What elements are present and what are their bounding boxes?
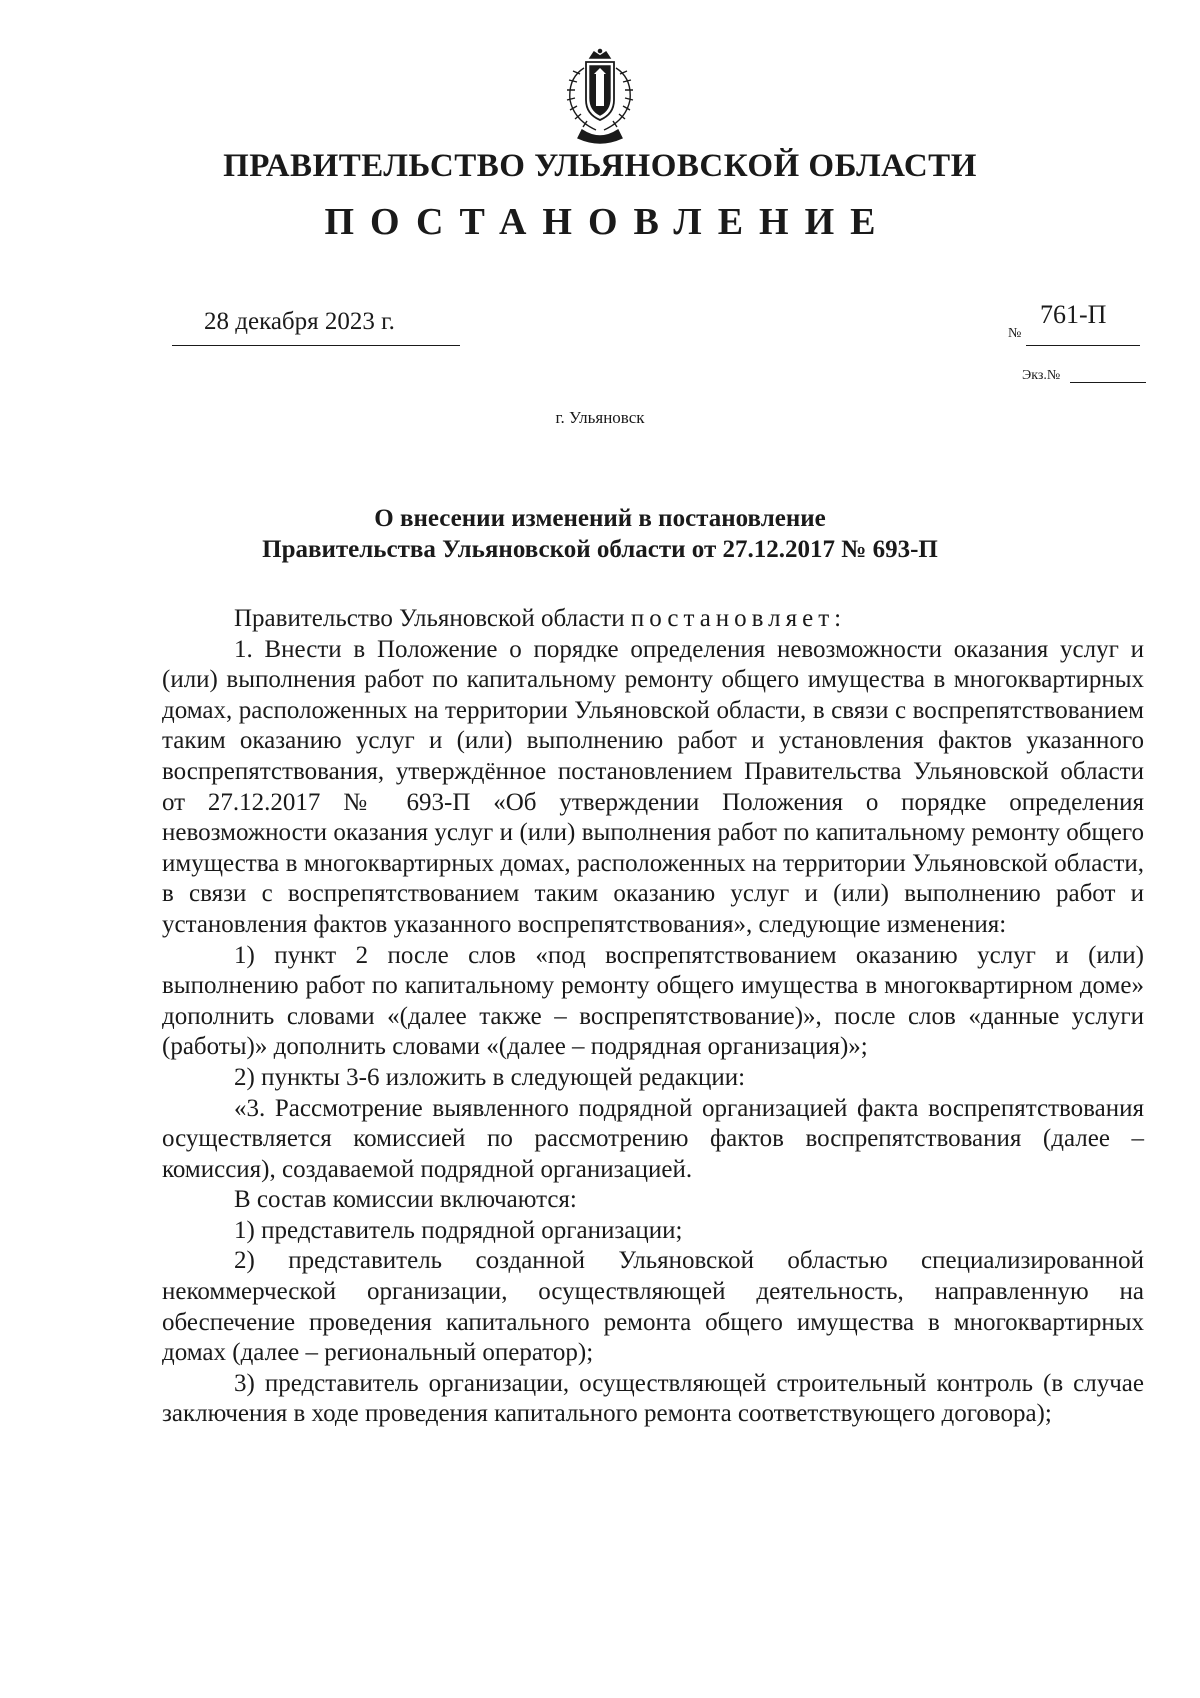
- paragraph-6: 1) представитель подрядной организации;: [234, 1216, 683, 1244]
- document-body: [162, 604, 1144, 1430]
- paragraph-2: 1) пункт 2 после слов «под воспрепятствованием оказанию услуг и (или) выполнению работ по капитальному ремонту общего имущества в многоквартирном доме» дополнить словами «(далее также – воспрепятствование)», после слов «данные услуги (работы)» дополнить словами «(далее – подрядная организация)»;: [162, 941, 1144, 1061]
- copy-number-label: Экз.№: [1022, 368, 1061, 383]
- number-underline: [1026, 345, 1140, 346]
- decree-date: 28 декабря 2023 г.: [204, 308, 395, 335]
- paragraph-3: 2) пункты 3-6 изложить в следующей редакции:: [234, 1063, 746, 1091]
- government-name: ПРАВИТЕЛЬСТВО УЛЬЯНОВСКОЙ ОБЛАСТИ: [223, 148, 977, 184]
- document-title: [0, 503, 1200, 565]
- intro-verb: постановляет:: [630, 605, 847, 632]
- copy-number-line: [1070, 382, 1146, 383]
- paragraph-1: 1. Внести в Положение о порядке определения невозможности оказания услуг и (или) выполнения работ по капитальному ремонту общего имущества в многоквартирных домах, расположенных на территории Ульяновской области, в связи с воспрепятствованием таким оказанию услуг и (или) выполнению работ и установления фактов указанного воспрепятствования, утверждённое постановлением Правительства Ульяновской области от 27.12.2017 № 693-П «Об утверждении Положения о порядке определения невозможности оказания услуг и (или) выполнения работ по капитальному ремонту общего имущества в многоквартирных домах, расположенных на территории Ульяновской области, в связи с воспрепятствованием таким оказанию услуг и (или) выполнению работ и установления фактов указанного воспрепятствования», следующие изменения:: [162, 635, 1144, 938]
- city: г. Ульяновск: [555, 408, 645, 427]
- paragraph-7: 2) представитель созданной Ульяновской областью специализированной некоммерческой организации, осуществляющей деятельность, направленную на обеспечение проведения капитального ремонта общего имущества в многоквартирных домах (далее – региональный оператор);: [162, 1247, 1144, 1367]
- intro-paragraph: [162, 604, 1144, 635]
- paragraph-4: «3. Рассмотрение выявленного подрядной организацией факта воспрепятствования осуществляется комиссией по рассмотрению фактов воспрепятствования (далее – комиссия), создаваемой подрядной организацией.: [162, 1094, 1144, 1183]
- coat-of-arms-icon: [550, 48, 650, 148]
- intro-subject: Правительство Ульяновской области: [234, 605, 625, 632]
- decree-number: 761-П: [1040, 300, 1107, 329]
- date-underline: [172, 345, 460, 346]
- document-type: ПОСТАНОВЛЕНИЕ: [324, 201, 892, 243]
- number-prefix: №: [1008, 326, 1022, 341]
- paragraph-5: В состав комиссии включаются:: [234, 1186, 577, 1214]
- paragraph-8: 3) представитель организации, осуществляющей строительный контроль (в случае заключения в ходе проведения капитального ремонта соответствующего договора);: [162, 1369, 1144, 1428]
- title-line-1: О внесении изменений в постановление: [374, 505, 826, 532]
- title-line-2: Правительства Ульяновской области от 27.12.2017 № 693-П: [262, 536, 938, 563]
